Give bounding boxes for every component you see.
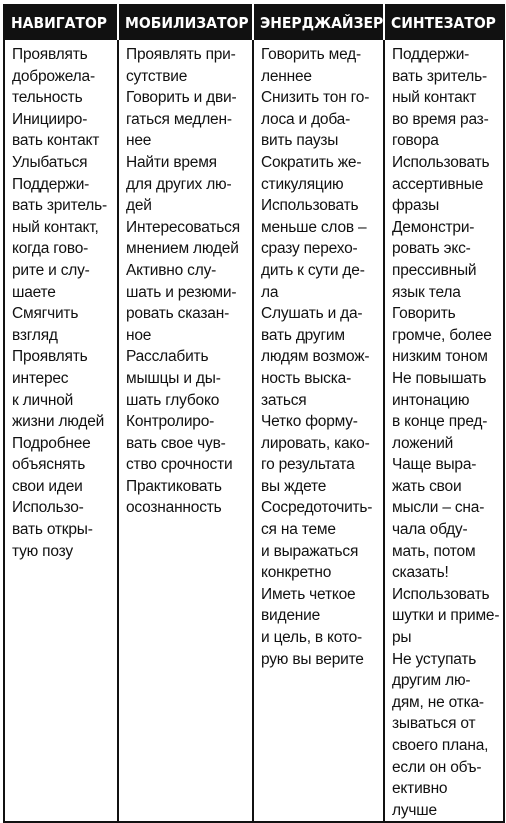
cell-line: ность выска- xyxy=(261,369,352,387)
cell-line: ры xyxy=(392,629,412,647)
cell-line: людям возмож- xyxy=(261,348,370,366)
cell-line: мышцы и ды- xyxy=(126,369,221,387)
cell-line: низким тоном xyxy=(392,348,488,366)
header-energizer: ЭНЕРДЖАЙЗЕР xyxy=(253,5,384,40)
cell-line: сутствие xyxy=(126,67,188,85)
cell-line: Снизить тон го- xyxy=(261,89,370,107)
cell-line: Говорить мед- xyxy=(261,46,361,63)
cell-line: меньше слов – xyxy=(261,218,367,236)
cell-line: шать глубоко xyxy=(126,391,220,409)
cell-line: Практиковать xyxy=(126,477,222,495)
cell-line: ровать сказан- xyxy=(126,305,230,323)
cell-line: ровать экс- xyxy=(392,240,471,258)
cell-line: Сосредоточить- xyxy=(261,499,373,517)
column-mobilizer xyxy=(118,40,253,822)
header-navigator: НАВИГАТОР xyxy=(4,5,118,40)
cell-line: фразы xyxy=(392,197,440,215)
cell-line: интерес xyxy=(12,369,69,387)
header-mobilizer: МОБИЛИЗАТОР xyxy=(118,5,253,40)
cell-line: гаться медлен- xyxy=(126,110,232,128)
cell-line: своего плана, xyxy=(392,737,489,754)
cell-line: Говорить xyxy=(392,305,456,323)
cell-line: Не уступать xyxy=(392,650,477,668)
cell-line: если он объ- xyxy=(392,758,482,776)
cell-line: шутки и приме- xyxy=(392,607,500,625)
cell-line: Проявлять при- xyxy=(126,46,236,63)
cell-line: вать откры- xyxy=(12,521,93,539)
cell-line: прессивный xyxy=(392,261,477,279)
cell-line: Подробнее xyxy=(12,434,91,452)
cell-line: жать свои xyxy=(392,477,462,495)
cell-line: зываться от xyxy=(392,715,476,733)
cell-line: и выражаться xyxy=(261,542,359,560)
cell-line: и цель, в кото- xyxy=(261,629,362,647)
cell-line: говора xyxy=(392,132,439,150)
cell-line: дям, не отка- xyxy=(392,693,484,711)
cell-line: сказать! xyxy=(392,564,449,582)
cell-line: стикуляцию xyxy=(261,175,344,193)
cell-line: нее xyxy=(126,132,152,150)
cell-line: Проявлять xyxy=(12,348,88,366)
cell-line: ективно xyxy=(392,780,448,798)
cell-line: мнением людей xyxy=(126,240,239,258)
cell-line: вить паузы xyxy=(261,132,339,150)
cell-line: доброжела- xyxy=(12,67,95,85)
cell-line: мысли – сна- xyxy=(392,499,485,517)
cell-line: дить к сути де- xyxy=(261,261,365,279)
cell-line: Использо- xyxy=(12,499,84,517)
cell-line: вать зритель- xyxy=(392,67,487,85)
cell-line: сразу перехо- xyxy=(261,240,358,258)
cell-line: Демонстри- xyxy=(392,218,475,236)
column-energizer xyxy=(253,40,384,822)
cell-line: шаете xyxy=(12,283,56,301)
strategy-table xyxy=(3,4,505,823)
content-row xyxy=(4,40,504,822)
cell-line: вы ждете xyxy=(261,477,327,495)
cell-line: Сократить же- xyxy=(261,153,362,171)
cell-line: интонацию xyxy=(392,391,470,409)
cell-line: ство срочности xyxy=(126,456,233,474)
cell-line: Улыбаться xyxy=(12,153,88,171)
cell-line: вать зритель- xyxy=(12,197,107,215)
cell-line: заться xyxy=(261,391,307,409)
cell-line: лировать, како- xyxy=(261,434,370,452)
cell-line: Говорить и дви- xyxy=(126,89,237,107)
header-synthesizer: СИНТЕЗАТОР xyxy=(384,5,504,40)
cell-line: Чаще выра- xyxy=(392,456,477,474)
cell-line: к личной xyxy=(12,391,74,409)
cell-line: Поддержи- xyxy=(392,46,470,63)
cell-line: ный контакт xyxy=(392,89,477,107)
cell-line: Интересоваться xyxy=(126,218,240,236)
cell-line: свои идеи xyxy=(12,477,83,495)
cell-line: Не повышать xyxy=(392,369,487,387)
cell-line: леннее xyxy=(261,67,312,85)
column-synthesizer xyxy=(384,40,504,822)
cell-line: вать другим xyxy=(261,326,345,344)
cell-line: Четко форму- xyxy=(261,413,358,431)
cell-line: объяснять xyxy=(12,456,86,474)
cell-line: го результата xyxy=(261,456,355,474)
cell-line: мать, потом xyxy=(392,542,476,560)
cell-line: ное xyxy=(126,326,152,344)
cell-line: Активно слу- xyxy=(126,261,217,279)
cell-line: ложений xyxy=(392,434,454,452)
cell-line: Поддержи- xyxy=(12,175,90,193)
cell-line: Смягчить xyxy=(12,305,79,323)
cell-line: рую вы верите xyxy=(261,650,364,668)
cell-line: для других лю- xyxy=(126,175,232,193)
cell-line: Слушать и да- xyxy=(261,305,363,323)
cell-line: Иметь четкое xyxy=(261,585,356,603)
cell-line: шать и резюми- xyxy=(126,283,237,301)
cell-line: громче, более xyxy=(392,326,492,344)
cell-line: дей xyxy=(126,197,152,215)
cell-line: Использовать xyxy=(261,197,359,215)
cell-line: другим лю- xyxy=(392,672,471,690)
cell-line: видение xyxy=(261,607,320,625)
cell-line: конкретно xyxy=(261,564,332,582)
cell-line: ла xyxy=(261,283,279,301)
cell-line: вать свое чув- xyxy=(126,434,226,452)
cell-line: в конце пред- xyxy=(392,413,488,431)
cell-line: когда гово- xyxy=(12,240,89,258)
cell-line: чала обду- xyxy=(392,521,468,539)
cell-line: лучше xyxy=(392,801,437,819)
cell-line: тельность xyxy=(12,89,83,107)
cell-line: осознанность xyxy=(126,499,222,517)
cell-line: жизни людей xyxy=(12,413,105,431)
cell-line: рите и слу- xyxy=(12,261,90,279)
cell-line: Использовать xyxy=(392,585,490,603)
cell-line: ный контакт, xyxy=(12,218,99,236)
cell-line: язык тела xyxy=(392,283,461,301)
cell-line: Иницииро- xyxy=(12,110,88,128)
cell-line: взгляд xyxy=(12,326,58,344)
cell-line: Расслабить xyxy=(126,348,209,366)
cell-line: Проявлять xyxy=(12,46,88,63)
cell-line: ассертивные xyxy=(392,175,484,193)
cell-line: Использовать xyxy=(392,153,490,171)
cell-line: Контролиро- xyxy=(126,413,215,431)
cell-line: ся на теме xyxy=(261,521,336,539)
cell-line: во время раз- xyxy=(392,110,489,128)
cell-line: лоса и доба- xyxy=(261,110,351,128)
cell-line: вать контакт xyxy=(12,132,100,150)
cell-line: тую позу xyxy=(12,542,73,560)
header-row xyxy=(4,5,504,40)
column-navigator xyxy=(4,40,118,822)
cell-line: Найти время xyxy=(126,153,217,171)
